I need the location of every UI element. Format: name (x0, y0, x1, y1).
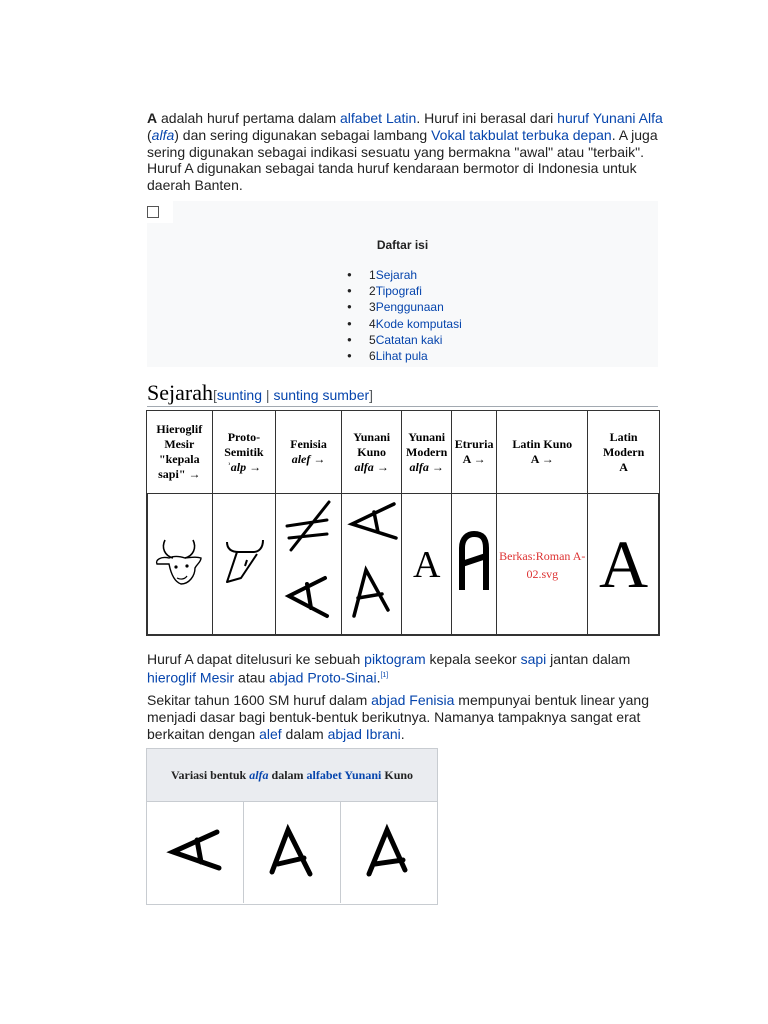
edit-source-link[interactable]: sunting sumber (273, 387, 370, 403)
header-arrow: A → (530, 452, 554, 466)
header-arrow: → (246, 459, 262, 474)
cell-latin-kuno (497, 494, 588, 636)
header-etruria (451, 411, 496, 494)
header-arrow: → (185, 467, 201, 481)
caption-text-1: Variasi bentuk (170, 768, 250, 782)
header-latin-modern (588, 411, 660, 494)
cell-yunani-kuno (341, 494, 402, 636)
link-hieroglif-mesir[interactable]: hieroglif Mesir (147, 669, 235, 686)
evolution-header-row (147, 411, 660, 494)
toc-item-number: 2 (369, 284, 376, 299)
link-alef[interactable]: alef (259, 725, 282, 742)
cell-yunani-modern (402, 494, 451, 636)
link-alfabet-yunani[interactable]: alfabet Yunani (306, 768, 382, 782)
link-sapi[interactable]: sapi (520, 651, 547, 667)
toc-link-kode-komputasi[interactable]: Kode komputasi (375, 316, 462, 331)
paragraph-fenisia (147, 692, 667, 742)
toc-link-catatan-kaki[interactable]: Catatan kaki (375, 332, 443, 347)
cell-etruria (451, 494, 496, 636)
header-arrow: A → (462, 452, 486, 466)
link-alfa[interactable]: alfa (151, 126, 175, 143)
toc-toggle-checkbox[interactable] (147, 206, 159, 218)
toc-link-sejarah[interactable]: Sejarah (375, 268, 418, 282)
modern-latin-a: A (599, 526, 649, 602)
header-hieroglif (147, 411, 213, 494)
alfa-variant-cell (244, 802, 341, 903)
header-yunani-modern (402, 411, 451, 494)
header-italic: alfa (409, 459, 429, 474)
alfa-variations-table (146, 748, 438, 905)
broken-image-link[interactable]: Berkas:Roman A-02.svg (499, 548, 586, 581)
para2-text-2: kepala seekor (425, 651, 521, 667)
edit-link[interactable]: sunting (216, 387, 263, 403)
cell-latin-modern (588, 494, 660, 636)
link-abjad-proto-sinai[interactable]: abjad Proto-Sinai (269, 669, 377, 686)
toc-item[interactable] (347, 299, 462, 315)
para2-text-3: jantan dalam (546, 651, 631, 667)
edit-close-bracket: ] (369, 387, 374, 403)
intro-paragraph (147, 110, 667, 194)
section-heading-sejarah (147, 380, 658, 407)
cell-hieroglif (147, 494, 213, 636)
alfa-variant-cell (147, 802, 244, 903)
header-label: Etruria (454, 437, 494, 451)
footnote-ref-1[interactable]: [1] (380, 671, 389, 679)
para3-text-2: mempunyai bentuk linear yang menjadi dasar bagi bentuk-bentuk berikutnya. Namanya tampaknya sangat erat berkaitan dengan (147, 692, 649, 742)
intro-text-3: ( (147, 126, 152, 143)
link-vokal-takbulat[interactable]: Vokal takbulat terbuka depan (431, 126, 612, 143)
para3-text-1: Sekitar tahun 1600 SM huruf dalam (147, 692, 372, 708)
toc-list (347, 267, 462, 364)
edit-open-bracket: [ (212, 387, 217, 403)
intro-bold-letter: A (147, 110, 158, 126)
caption-text-2: dalam (268, 768, 307, 782)
header-yunani-kuno (341, 411, 402, 494)
ox-head-hieroglyph-icon (151, 534, 207, 590)
toc-link-penggunaan[interactable]: Penggunaan (375, 300, 444, 315)
header-italic: ʾalp (226, 459, 247, 474)
header-label: Yunani Modern (406, 429, 448, 459)
alfa-variant-cell (341, 802, 436, 903)
link-piktogram[interactable]: piktogram (364, 651, 426, 667)
cell-proto-semitik (212, 494, 276, 636)
header-arrow: → (428, 459, 444, 474)
phoenician-aleph-icon (281, 498, 337, 626)
link-alfa-caption[interactable]: alfa (249, 768, 269, 782)
etruscan-a-icon (454, 530, 494, 594)
evolution-table (146, 410, 660, 636)
header-label: Fenisia (290, 437, 327, 451)
header-label: Yunani Kuno (353, 429, 391, 459)
alfa-variant-2-icon (244, 802, 340, 903)
header-latin-kuno (497, 411, 588, 494)
para3-text-3: dalam (281, 725, 328, 742)
header-label: Hieroglif Mesir "kepala sapi" (156, 422, 203, 481)
para2-text-1: Huruf A dapat ditelusuri ke sebuah (147, 651, 365, 667)
link-alfabet-latin[interactable]: alfabet Latin (340, 110, 417, 126)
evolution-glyph-row (147, 494, 660, 636)
header-arrow: → (310, 452, 326, 466)
proto-sinaitic-alp-icon (221, 534, 267, 590)
toc-link-tipografi[interactable]: Tipografi (375, 284, 422, 299)
edit-separator: | (262, 387, 274, 403)
toc-item[interactable] (347, 332, 462, 348)
table-of-contents (147, 201, 658, 367)
caption-text-3: Kuno (381, 768, 414, 782)
intro-text-4: ) dan sering digunakan sebagai lambang (174, 126, 432, 143)
toc-item-number: 3 (369, 300, 376, 315)
header-label: Proto-Semitik (224, 429, 264, 459)
link-huruf-yunani-alfa[interactable]: huruf Yunani Alfa (557, 110, 663, 126)
header-label: Latin Modern (602, 429, 645, 459)
para2-text-5: . (376, 669, 381, 686)
archaic-greek-alpha-icon (344, 498, 400, 626)
link-abjad-fenisia[interactable]: abjad Fenisia (371, 692, 455, 708)
alfa-variant-3-icon (341, 802, 436, 903)
toc-item-number: 6 (369, 349, 376, 364)
alfa-variant-1-icon (147, 802, 243, 903)
para2-text-4: atau (234, 669, 270, 686)
header-proto-semitik (212, 411, 276, 494)
toc-item-number: 5 (369, 332, 376, 347)
header-arrow: → (373, 459, 389, 474)
header-italic: alfa (354, 459, 374, 474)
toc-item[interactable] (347, 267, 462, 283)
toc-link-lihat-pula[interactable]: Lihat pula (375, 349, 428, 364)
toc-item[interactable] (347, 283, 462, 299)
link-abjad-ibrani[interactable]: abjad Ibrani (327, 725, 401, 742)
alfa-table-caption (147, 749, 437, 802)
toc-item-number: 1 (369, 268, 376, 282)
intro-text-1: adalah huruf pertama dalam (157, 110, 341, 126)
cell-fenisia (276, 494, 342, 636)
intro-text-2: . Huruf ini berasal dari (416, 110, 558, 126)
toc-item[interactable] (347, 316, 462, 332)
toc-item-number: 4 (369, 316, 376, 331)
modern-greek-alpha: A (412, 543, 441, 586)
paragraph-pictogram (147, 651, 667, 686)
para3-text-4: . (400, 725, 405, 742)
toc-item[interactable] (347, 348, 462, 364)
header-arrow: A (619, 459, 628, 474)
intro-text-5: . A juga sering digunakan sebagai indikasi sesuatu yang bermakna "awal" atau "terbaik". Huruf A digunakan sebagai tanda huruf kendaraan bermotor di Indonesia untuk daerah Banten. (147, 126, 658, 194)
header-fenisia (276, 411, 342, 494)
header-italic: alef (291, 452, 311, 466)
toc-title: Daftar isi (376, 238, 429, 252)
header-label: Latin Kuno (512, 437, 573, 451)
section-title: Sejarah (147, 380, 213, 405)
